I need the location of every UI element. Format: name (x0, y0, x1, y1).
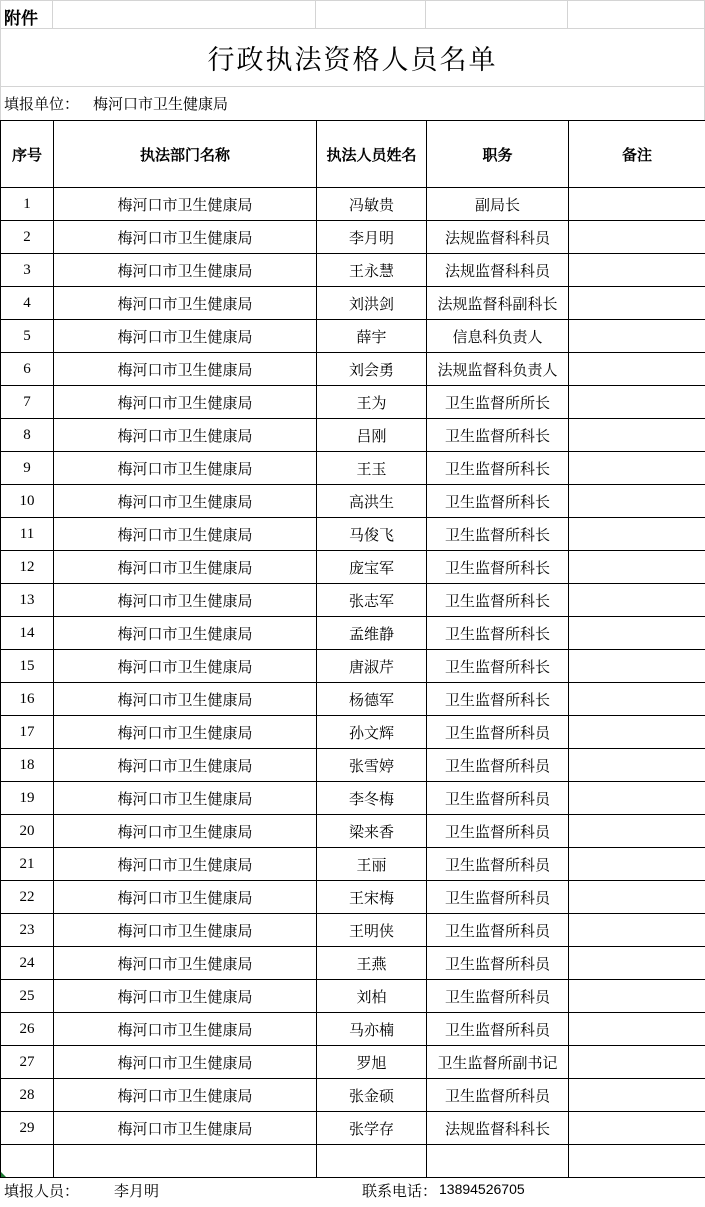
cell-remark (569, 650, 705, 683)
cell-department: 梅河口市卫生健康局 (54, 419, 317, 452)
table-row (1, 1112, 705, 1145)
cell-index: 22 (1, 881, 54, 914)
cell-position: 法规监督科科长 (427, 1112, 569, 1145)
cell-position: 卫生监督所科长 (427, 584, 569, 617)
cell-name: 刘柏 (317, 980, 427, 1013)
cell-position: 卫生监督所科员 (427, 815, 569, 848)
cell-index: 19 (1, 782, 54, 815)
table-row (1, 1013, 705, 1046)
cell-department: 梅河口市卫生健康局 (54, 320, 317, 353)
cell-comment-marker (1, 1172, 6, 1177)
cell-department: 梅河口市卫生健康局 (54, 1079, 317, 1112)
cell-department: 梅河口市卫生健康局 (54, 650, 317, 683)
table-row (1, 584, 705, 617)
cell-index: 17 (1, 716, 54, 749)
cell-remark (569, 947, 705, 980)
cell-name: 马亦楠 (317, 1013, 427, 1046)
phone-label: 联系电话： (362, 1182, 438, 1200)
cell-remark (569, 683, 705, 716)
cell-position: 卫生监督所科员 (427, 716, 569, 749)
cell-remark (569, 221, 705, 254)
header-position: 职务 (427, 121, 569, 188)
cell-position: 卫生监督所科长 (427, 551, 569, 584)
cell-name: 高洪生 (317, 485, 427, 518)
cell-index: 12 (1, 551, 54, 584)
cell-index: 6 (1, 353, 54, 386)
cell-name: 张学存 (317, 1112, 427, 1145)
cell-name: 张金硕 (317, 1079, 427, 1112)
cell-name: 唐淑芹 (317, 650, 427, 683)
cell-position: 卫生监督所科长 (427, 617, 569, 650)
header-index: 序号 (1, 121, 54, 188)
cell-remark (569, 518, 705, 551)
cell-remark (569, 1112, 705, 1145)
cell-position: 卫生监督所科员 (427, 980, 569, 1013)
cell-name: 吕刚 (317, 419, 427, 452)
cell-index: 18 (1, 749, 54, 782)
table-row (1, 815, 705, 848)
cell-name: 王为 (317, 386, 427, 419)
cell-name: 冯敏贵 (317, 188, 427, 221)
cell-department: 梅河口市卫生健康局 (54, 881, 317, 914)
cell-position: 卫生监督所科员 (427, 914, 569, 947)
cell-remark (569, 452, 705, 485)
cell-position: 卫生监督所副书记 (427, 1046, 569, 1079)
cell-remark (569, 551, 705, 584)
cell-name: 梁来香 (317, 815, 427, 848)
table-body (1, 188, 705, 1178)
cell-department: 梅河口市卫生健康局 (54, 452, 317, 485)
cell-position: 卫生监督所科长 (427, 452, 569, 485)
gridline (0, 86, 705, 87)
cell-department: 梅河口市卫生健康局 (54, 782, 317, 815)
cell-remark (569, 353, 705, 386)
cell-index: 24 (1, 947, 54, 980)
cell-position: 卫生监督所科员 (427, 782, 569, 815)
table-row (1, 452, 705, 485)
cell-remark (569, 188, 705, 221)
cell-remark (569, 1013, 705, 1046)
cell-index: 3 (1, 254, 54, 287)
cell-index: 2 (1, 221, 54, 254)
cell-name: 李冬梅 (317, 782, 427, 815)
cell-department: 梅河口市卫生健康局 (54, 617, 317, 650)
gridline (315, 0, 316, 28)
table-header-row (1, 121, 705, 188)
cell-index: 4 (1, 287, 54, 320)
cell-remark (569, 386, 705, 419)
cell-department: 梅河口市卫生健康局 (54, 815, 317, 848)
cell-position: 卫生监督所科长 (427, 485, 569, 518)
table-row (1, 716, 705, 749)
gridline (567, 0, 568, 28)
table-row (1, 419, 705, 452)
table-row (1, 782, 705, 815)
cell-position: 卫生监督所科员 (427, 1079, 569, 1112)
cell-index: 23 (1, 914, 54, 947)
cell-index: 11 (1, 518, 54, 551)
cell-department: 梅河口市卫生健康局 (54, 980, 317, 1013)
cell-department: 梅河口市卫生健康局 (54, 749, 317, 782)
cell-name: 庞宝军 (317, 551, 427, 584)
table-row (1, 848, 705, 881)
cell-department: 梅河口市卫生健康局 (54, 254, 317, 287)
footer (0, 1180, 705, 1204)
cell-name: 薛宇 (317, 320, 427, 353)
cell-remark (569, 881, 705, 914)
cell-position: 法规监督科科员 (427, 221, 569, 254)
cell-index: 25 (1, 980, 54, 1013)
cell-remark (569, 1046, 705, 1079)
cell-empty (569, 1145, 705, 1178)
cell-remark (569, 782, 705, 815)
cell-position: 卫生监督所科员 (427, 1013, 569, 1046)
cell-position: 信息科负责人 (427, 320, 569, 353)
cell-name: 王丽 (317, 848, 427, 881)
cell-name: 王明侠 (317, 914, 427, 947)
cell-department: 梅河口市卫生健康局 (54, 485, 317, 518)
cell-index: 27 (1, 1046, 54, 1079)
cell-position: 卫生监督所科长 (427, 419, 569, 452)
attachment-label: 附件 (4, 9, 38, 29)
cell-position: 法规监督科科员 (427, 254, 569, 287)
cell-remark (569, 617, 705, 650)
cell-index: 21 (1, 848, 54, 881)
table-row (1, 386, 705, 419)
cell-position: 卫生监督所所长 (427, 386, 569, 419)
cell-department: 梅河口市卫生健康局 (54, 914, 317, 947)
header-remark: 备注 (569, 121, 705, 188)
table-row (1, 980, 705, 1013)
cell-department: 梅河口市卫生健康局 (54, 287, 317, 320)
cell-position: 法规监督科负责人 (427, 353, 569, 386)
cell-name: 王玉 (317, 452, 427, 485)
cell-position: 卫生监督所科长 (427, 518, 569, 551)
cell-remark (569, 716, 705, 749)
table-row (1, 353, 705, 386)
cell-department: 梅河口市卫生健康局 (54, 1112, 317, 1145)
table-row (1, 254, 705, 287)
gridline (0, 0, 705, 1)
cell-remark (569, 1079, 705, 1112)
cell-position: 副局长 (427, 188, 569, 221)
gridline (52, 0, 53, 28)
gridline (0, 28, 705, 29)
table-row (1, 320, 705, 353)
cell-remark (569, 320, 705, 353)
cell-department: 梅河口市卫生健康局 (54, 551, 317, 584)
cell-name: 孙文辉 (317, 716, 427, 749)
cell-department: 梅河口市卫生健康局 (54, 386, 317, 419)
cell-name: 刘会勇 (317, 353, 427, 386)
cell-position: 卫生监督所科长 (427, 650, 569, 683)
reporting-unit (4, 93, 228, 114)
cell-department: 梅河口市卫生健康局 (54, 716, 317, 749)
cell-position: 卫生监督所科员 (427, 848, 569, 881)
cell-department: 梅河口市卫生健康局 (54, 221, 317, 254)
cell-name: 王永慧 (317, 254, 427, 287)
cell-department: 梅河口市卫生健康局 (54, 1013, 317, 1046)
cell-index: 13 (1, 584, 54, 617)
table-row (1, 221, 705, 254)
cell-name: 王燕 (317, 947, 427, 980)
table-row (1, 551, 705, 584)
cell-department: 梅河口市卫生健康局 (54, 188, 317, 221)
table-row (1, 914, 705, 947)
cell-index: 26 (1, 1013, 54, 1046)
table-row (1, 1079, 705, 1112)
cell-remark (569, 749, 705, 782)
cell-department: 梅河口市卫生健康局 (54, 683, 317, 716)
cell-remark (569, 287, 705, 320)
cell-index: 5 (1, 320, 54, 353)
cell-index: 14 (1, 617, 54, 650)
cell-remark (569, 848, 705, 881)
cell-department: 梅河口市卫生健康局 (54, 947, 317, 980)
cell-empty (317, 1145, 427, 1178)
header-department: 执法部门名称 (54, 121, 317, 188)
table-row (1, 683, 705, 716)
cell-department: 梅河口市卫生健康局 (54, 518, 317, 551)
cell-remark (569, 485, 705, 518)
cell-position: 卫生监督所科员 (427, 749, 569, 782)
cell-name: 罗旭 (317, 1046, 427, 1079)
cell-index: 28 (1, 1079, 54, 1112)
cell-position: 卫生监督所科员 (427, 881, 569, 914)
table-row (1, 1046, 705, 1079)
table-row (1, 749, 705, 782)
cell-department: 梅河口市卫生健康局 (54, 848, 317, 881)
cell-name: 刘洪剑 (317, 287, 427, 320)
cell-name: 杨德军 (317, 683, 427, 716)
cell-remark (569, 914, 705, 947)
table-row (1, 650, 705, 683)
table-row (1, 287, 705, 320)
cell-position: 卫生监督所科员 (427, 947, 569, 980)
table-row (1, 188, 705, 221)
cell-name: 张志军 (317, 584, 427, 617)
cell-empty (54, 1145, 317, 1178)
table-row (1, 518, 705, 551)
unit-label: 填报单位： (4, 95, 80, 113)
cell-department: 梅河口市卫生健康局 (54, 353, 317, 386)
table-row (1, 947, 705, 980)
cell-empty (427, 1145, 569, 1178)
cell-index: 7 (1, 386, 54, 419)
cell-index: 8 (1, 419, 54, 452)
cell-empty (1, 1145, 54, 1178)
cell-position: 卫生监督所科长 (427, 683, 569, 716)
cell-department: 梅河口市卫生健康局 (54, 584, 317, 617)
table-row-empty (1, 1145, 705, 1178)
cell-index: 9 (1, 452, 54, 485)
cell-remark (569, 419, 705, 452)
cell-name: 王宋梅 (317, 881, 427, 914)
cell-index: 16 (1, 683, 54, 716)
cell-name: 孟维静 (317, 617, 427, 650)
cell-remark (569, 584, 705, 617)
cell-remark (569, 980, 705, 1013)
cell-index: 10 (1, 485, 54, 518)
cell-index: 1 (1, 188, 54, 221)
cell-name: 马俊飞 (317, 518, 427, 551)
cell-department: 梅河口市卫生健康局 (54, 1046, 317, 1079)
cell-remark (569, 815, 705, 848)
reporter-label: 填报人员： (4, 1182, 80, 1200)
table-row (1, 485, 705, 518)
cell-index: 29 (1, 1112, 54, 1145)
page-title: 行政执法资格人员名单 (207, 45, 498, 76)
cell-position: 法规监督科副科长 (427, 287, 569, 320)
cell-name: 李月明 (317, 221, 427, 254)
unit-value: 梅河口市卫生健康局 (93, 95, 229, 113)
cell-index: 15 (1, 650, 54, 683)
gridline (425, 0, 426, 28)
cell-index: 20 (1, 815, 54, 848)
table-row (1, 617, 705, 650)
table-row (1, 881, 705, 914)
personnel-table (0, 120, 705, 1178)
reporter-value: 李月明 (114, 1182, 160, 1200)
phone-value: 13894526705 (439, 1181, 525, 1197)
cell-name: 张雪婷 (317, 749, 427, 782)
header-name: 执法人员姓名 (317, 121, 427, 188)
cell-remark (569, 254, 705, 287)
